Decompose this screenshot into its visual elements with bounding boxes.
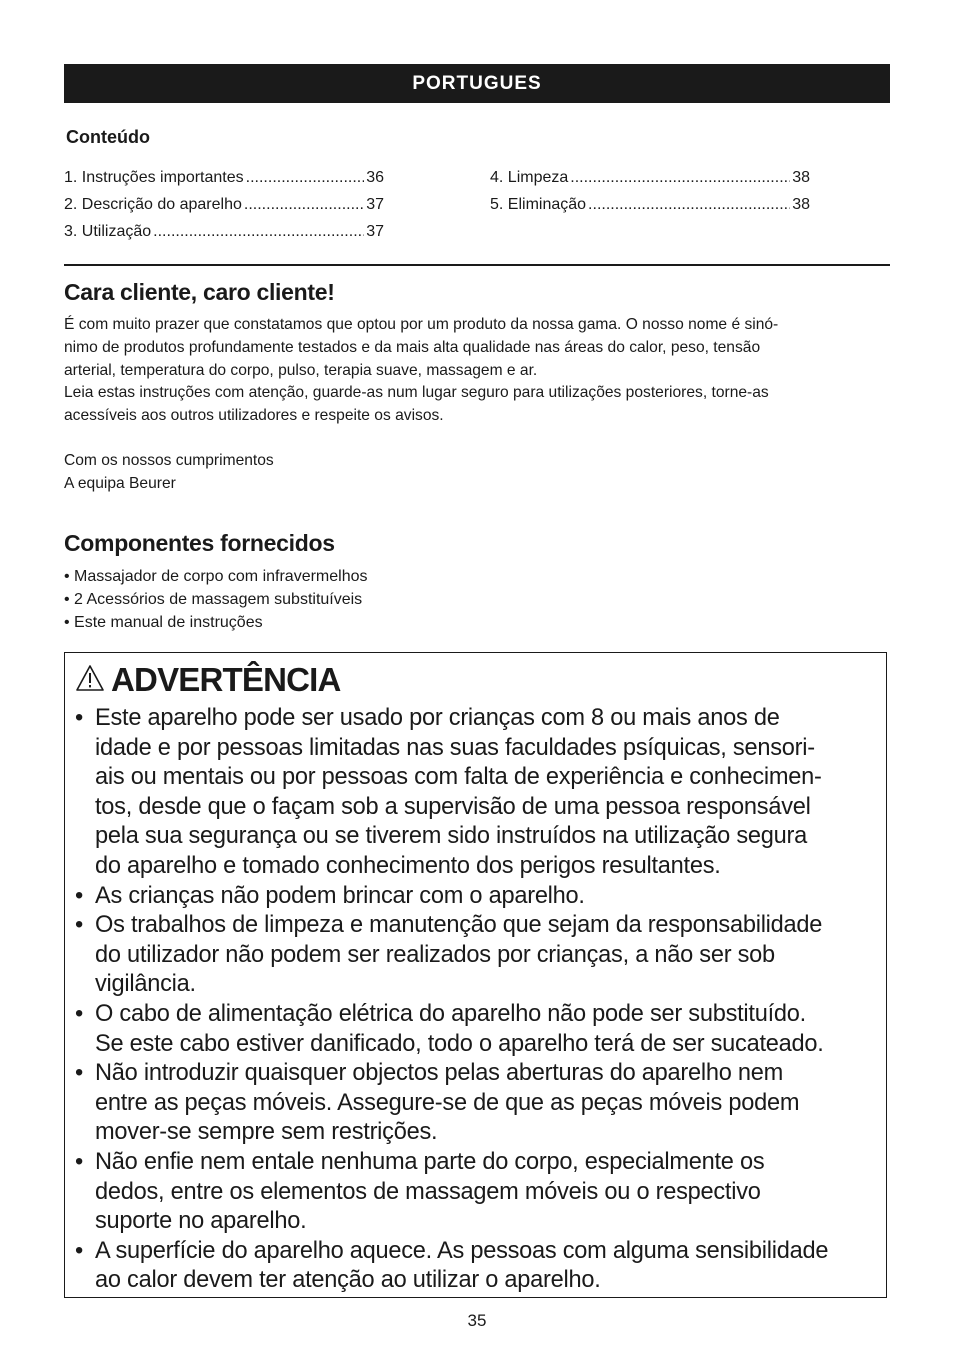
- warning-line: idade e por pessoas limitadas nas suas faculdades psíquicas, sensori-: [95, 734, 815, 761]
- toc-entry-label: 1. Instruções importantes: [64, 169, 244, 186]
- list-item: • Este manual de instruções: [64, 611, 368, 634]
- warning-line: do utilizador não podem ser realizados por crianças, a não ser sob: [95, 941, 775, 968]
- toc-entry-label: 5. Eliminação: [490, 196, 587, 213]
- section-divider: [64, 264, 890, 266]
- warning-line: • Não introduzir quaisquer objectos pelas aberturas do aparelho nem: [95, 1060, 784, 1087]
- greeting-heading: Cara cliente, caro cliente!: [64, 279, 335, 305]
- toc-leader-dots: [246, 164, 365, 191]
- toc-entry-page: 38: [792, 169, 810, 186]
- list-item: • Massajador de corpo com infravermelhos: [64, 565, 368, 588]
- list-item: • 2 Acessórios de massagem substituíveis: [64, 588, 368, 611]
- toc-column-left: [64, 164, 384, 245]
- greeting-line: acessíveis aos outros utilizadores e respeite os avisos.: [64, 407, 444, 425]
- warning-item: [73, 1237, 881, 1296]
- warning-box: [64, 652, 887, 1298]
- warning-triangle-icon: [75, 664, 111, 697]
- warning-line: tos, desde que o façam sob a supervisão de uma pessoa responsável: [95, 793, 811, 820]
- sign-off-line: Com os nossos cumprimentos: [64, 452, 274, 469]
- toc-entry: [490, 164, 810, 191]
- greeting-body: [64, 314, 890, 428]
- toc-entry: [64, 191, 384, 218]
- warning-line: • A superfície do aparelho aquece. As pessoas com alguma sensibilidade: [95, 1237, 829, 1264]
- warning-header: [75, 661, 341, 699]
- warning-item: [73, 911, 881, 1000]
- language-title: PORTUGUES: [412, 72, 542, 94]
- warning-line: • Não enfie nem entale nenhuma parte do corpo, especialmente os: [95, 1148, 765, 1175]
- warning-item: [73, 1000, 881, 1059]
- page-number: 35: [467, 1311, 487, 1330]
- toc-entry-page: 37: [366, 223, 384, 240]
- toc-title: Conteúdo: [66, 127, 150, 147]
- warning-line: • O cabo de alimentação elétrica do aparelho não pode ser substituído.: [95, 1000, 806, 1027]
- warning-line: • Os trabalhos de limpeza e manutenção que sejam da responsabilidade: [95, 912, 823, 939]
- toc-entry-label: 2. Descrição do aparelho: [64, 196, 242, 213]
- warning-line: ais ou mentais ou por pessoas com falta de experiência e conhecimen-: [95, 764, 822, 791]
- warning-line: dedos, entre os elementos de massagem móveis ou o respectivo: [95, 1178, 761, 1205]
- greeting-line: Leia estas instruções com atenção, guarde-as num lugar seguro para utilizações posteriores, torne-as: [64, 384, 769, 402]
- sign-off-line: A equipa Beurer: [64, 474, 176, 492]
- warning-line: mover-se sempre sem restrições.: [95, 1119, 438, 1146]
- toc-leader-dots: [153, 218, 364, 245]
- warning-item: [73, 1148, 881, 1237]
- toc-entry: [64, 164, 384, 191]
- warning-item: [73, 704, 881, 882]
- components-list: [64, 565, 368, 634]
- warning-line: suporte no aparelho.: [95, 1208, 307, 1235]
- warning-line: Se este cabo estiver danificado, todo o aparelho terá de ser sucateado.: [95, 1030, 824, 1057]
- toc-leader-dots: [244, 191, 364, 218]
- warning-line: vigilância.: [95, 971, 196, 998]
- toc-entry: [490, 191, 810, 218]
- toc-entry-page: 37: [366, 196, 384, 213]
- sign-off: [64, 450, 890, 496]
- toc-column-right: [490, 164, 810, 218]
- toc-leader-dots: [588, 191, 790, 218]
- warning-title: ADVERTÊNCIA: [111, 661, 341, 698]
- components-heading: Componentes fornecidos: [64, 530, 335, 556]
- warning-line: entre as peças móveis. Assegure-se de que as peças móveis podem: [95, 1089, 800, 1116]
- warning-item: [73, 1059, 881, 1148]
- greeting-line: arterial, temperatura do corpo, pulso, terapia suave, massagem e ar.: [64, 361, 538, 379]
- warning-line: • Este aparelho pode ser usado por crianças com 8 ou mais anos de: [95, 705, 780, 731]
- toc-entry-label: 4. Limpeza: [490, 169, 569, 186]
- greeting-line: É com muito prazer que constatamos que optou por um produto da nossa gama. O nosso nome é sinó-: [64, 316, 779, 333]
- toc-leader-dots: [570, 164, 790, 191]
- warning-item: [73, 882, 881, 912]
- toc-entry: [64, 218, 384, 245]
- language-banner: [64, 64, 890, 103]
- toc-entry-label: 3. Utilização: [64, 223, 152, 240]
- warning-line: • As crianças não podem brincar com o aparelho.: [95, 882, 585, 909]
- warning-list: [73, 704, 881, 1296]
- warning-line: do aparelho e tomado conhecimento dos perigos resultantes.: [95, 852, 721, 879]
- warning-line: pela sua segurança ou se tiverem sido instruídos na utilização segura: [95, 823, 807, 850]
- greeting-line: nimo de produtos profundamente testados e da mais alta qualidade nas áreas do calor, peso, tensão: [64, 338, 761, 356]
- toc-entry-page: 36: [366, 169, 384, 186]
- warning-line: ao calor devem ter atenção ao utilizar o aparelho.: [95, 1267, 601, 1294]
- toc-entry-page: 38: [792, 196, 810, 213]
